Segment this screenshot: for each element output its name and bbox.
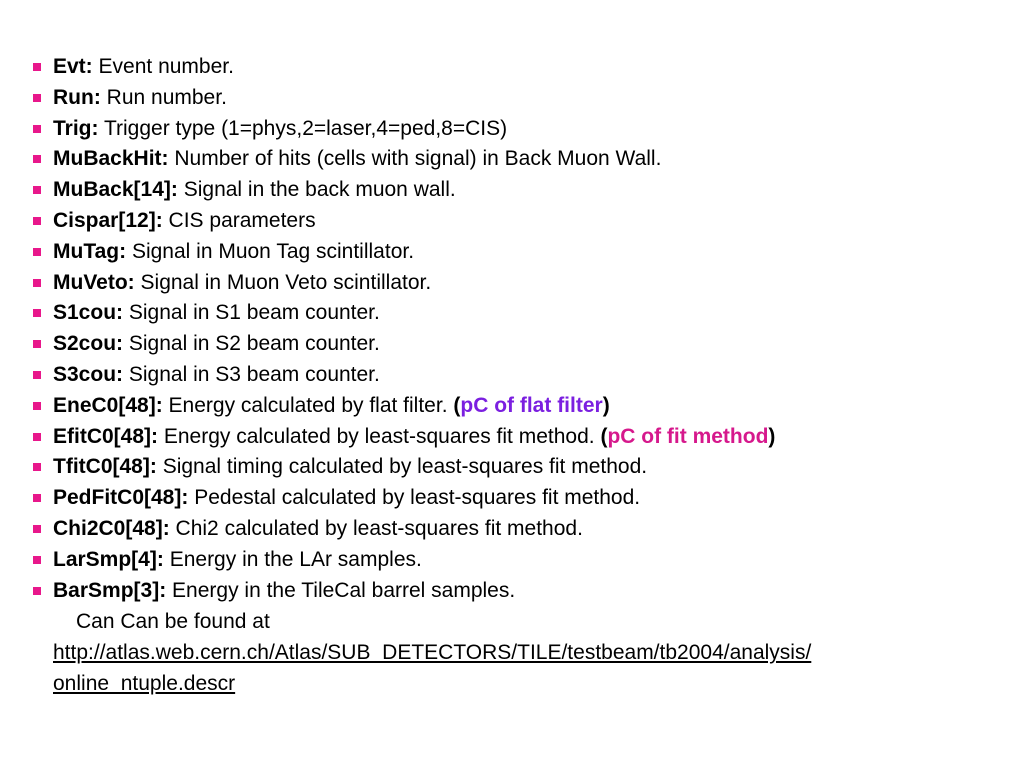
variable-name: Trig: [53,116,99,140]
variable-description: Run number. [106,85,227,109]
square-bullet-icon [33,217,41,225]
list-item [0,329,1024,360]
source-link-line-1[interactable]: http://atlas.web.cern.ch/Atlas/SUB_DETECTORS/TILE/testbeam/tb2004/analysis/ [53,641,812,665]
square-bullet-icon [33,94,41,102]
variable-name: MuBack[14]: [53,178,178,202]
list-item [0,52,1024,83]
slide-content [0,52,1024,699]
variable-description: Signal in the back muon wall. [183,178,456,202]
square-bullet-icon [33,186,41,194]
variable-name: TfitC0[48]: [53,455,157,479]
variable-name: EfitC0[48]: [53,424,159,448]
unit-note: pC of flat filter [460,393,603,417]
variable-name: PedFitC0[48]: [53,486,189,510]
list-item: EfitC0[48]: Energy calculated by least-squares fit method. (pC of fit method) [0,422,1024,453]
list-item [0,452,1024,483]
square-bullet-icon [33,125,41,133]
list-item [0,175,1024,206]
variable-name: Chi2C0[48]: [53,516,170,540]
list-item [0,268,1024,299]
variable-description: Trigger type (1=phys,2=laser,4=ped,8=CIS) [103,116,508,140]
list-item: EneC0[48]: Energy calculated by flat filter. (pC of flat filter) [0,391,1024,422]
variable-name: EneC0[48]: [53,393,163,417]
variable-name: MuVeto: [53,270,135,294]
variable-name: S3cou: [53,362,124,386]
variable-description: Energy calculated by flat filter. [168,393,448,417]
square-bullet-icon [33,63,41,71]
variable-description: Signal in Muon Tag scintillator. [131,239,415,263]
variable-description: Chi2 calculated by least-squares fit method. [175,516,583,540]
list-item [0,360,1024,391]
square-bullet-icon [33,340,41,348]
source-link-line-2[interactable]: online_ntuple.descr [53,672,236,696]
square-bullet-icon [33,402,41,410]
list-item [0,483,1024,514]
variable-name: Cispar[12]: [53,208,163,232]
list-item [0,144,1024,175]
square-bullet-icon [33,525,41,533]
variable-name: S2cou: [53,332,124,356]
variable-name: MuTag: [53,239,127,263]
square-bullet-icon [33,587,41,595]
square-bullet-icon [33,155,41,163]
square-bullet-icon [33,433,41,441]
variable-description: Energy in the TileCal barrel samples. [172,578,516,602]
square-bullet-icon [33,371,41,379]
list-item [0,576,1024,607]
source-note: Can Can be found at [76,610,270,634]
variable-description: Signal timing calculated by least-squares fit method. [162,455,648,479]
variable-name: BarSmp[3]: [53,578,167,602]
variable-description: Number of hits (cells with signal) in Back Muon Wall. [174,147,662,171]
variable-name: S1cou: [53,301,124,325]
square-bullet-icon [33,494,41,502]
list-item [0,114,1024,145]
variable-description: Signal in S1 beam counter. [128,301,380,325]
list-item [0,83,1024,114]
source-link[interactable] [0,637,1024,699]
variable-description: Signal in Muon Veto scintillator. [140,270,432,294]
variable-description: Energy in the LAr samples. [169,547,422,571]
square-bullet-icon [33,556,41,564]
variable-description: Energy calculated by least-squares fit method. [163,424,595,448]
square-bullet-icon [33,309,41,317]
variable-name: Evt: [53,55,93,78]
square-bullet-icon [33,279,41,287]
variable-description: Signal in S3 beam counter. [128,362,380,386]
square-bullet-icon [33,248,41,256]
square-bullet-icon [33,463,41,471]
list-item [0,237,1024,268]
variable-name: MuBackHit: [53,147,169,171]
unit-note: pC of fit method [607,424,769,448]
variable-description: Event number. [98,55,234,78]
list-item [0,545,1024,576]
list-item [0,298,1024,329]
variable-list [0,52,1024,606]
variable-name: Run: [53,85,101,109]
list-item [0,206,1024,237]
list-item [0,514,1024,545]
variable-description: Pedestal calculated by least-squares fit method. [194,486,641,510]
variable-description: Signal in S2 beam counter. [128,332,380,356]
variable-name: LarSmp[4]: [53,547,164,571]
variable-description: CIS parameters [168,208,316,232]
